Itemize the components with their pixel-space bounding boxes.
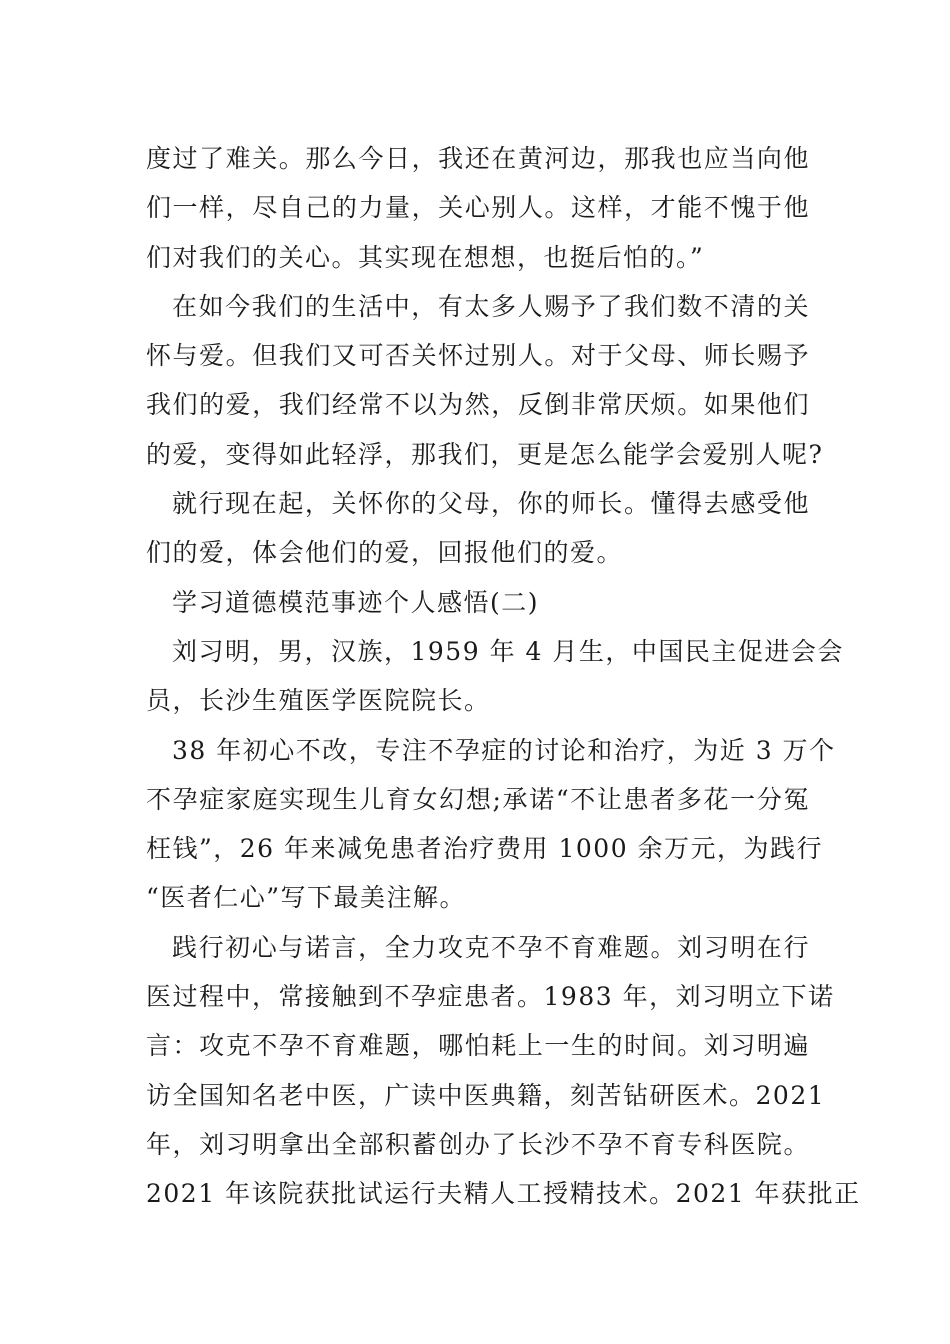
text-line-12: 员，长沙生殖医学医院院长。 [146, 686, 491, 716]
text-line-21: 年，刘习明拿出全部积蓄创办了长沙不孕不育专科医院。 [146, 1129, 810, 1159]
text-line-6: 我们的爱，我们经常不以为然，反倒非常厌烦。如果他们 [146, 390, 810, 420]
text-line-16: “医者仁心”写下最美注解。 [146, 883, 467, 913]
text-line-5: 怀与爱。但我们又可否关怀过别人。对于父母、师长赐予 [146, 341, 810, 371]
text-line-20: 访全国知名老中医，广读中医典籍，刻苦钻研医术。2021 [146, 1080, 826, 1110]
text-line-13: 38 年初心不改，专注不孕症的讨论和治疗，为近 3 万个 [172, 735, 836, 765]
text-line-2: 们一样，尽自己的力量，关心别人。这样，才能不愧于他 [146, 193, 810, 223]
text-line-22: 2021 年该院获批试运行夫精人工授精技术。2021 年获批正 [146, 1179, 861, 1209]
text-line-1: 度过了难关。那么今日，我还在黄河边，那我也应当向他 [146, 144, 810, 173]
text-line-14: 不孕症家庭实现生儿育女幻想;承诺“不让患者多花一分冤 [146, 784, 810, 814]
document-body [146, 134, 861, 1219]
text-line-3: 们对我们的关心。其实现在想想，也挺后怕的。” [146, 242, 705, 272]
text-line-15: 枉钱”，26 年来减免患者治疗费用 1000 余万元，为践行 [146, 834, 824, 864]
text-line-11: 刘习明，男，汉族，1959 年 4 月生，中国民主促进会会 [172, 636, 844, 666]
text-line-18: 医过程中，常接触到不孕症患者。1983 年，刘习明立下诺 [146, 982, 835, 1012]
text-line-19: 言：攻克不孕不育难题，哪怕耗上一生的时间。刘习明遍 [146, 1031, 810, 1061]
text-line-7: 的爱，变得如此轻浮，那我们，更是怎么能学会爱别人呢? [146, 439, 824, 469]
text-line-4: 在如今我们的生活中，有太多人赐予了我们数不清的关 [172, 291, 810, 321]
text-line-9: 们的爱，体会他们的爱，回报他们的爱。 [146, 538, 624, 568]
section-heading: 学习道德模范事迹个人感悟(二) [172, 587, 540, 617]
text-line-17: 践行初心与诺言，全力攻克不孕不育难题。刘习明在行 [172, 932, 810, 962]
text-line-8: 就行现在起，关怀你的父母，你的师长。懂得去感受他 [172, 489, 810, 519]
